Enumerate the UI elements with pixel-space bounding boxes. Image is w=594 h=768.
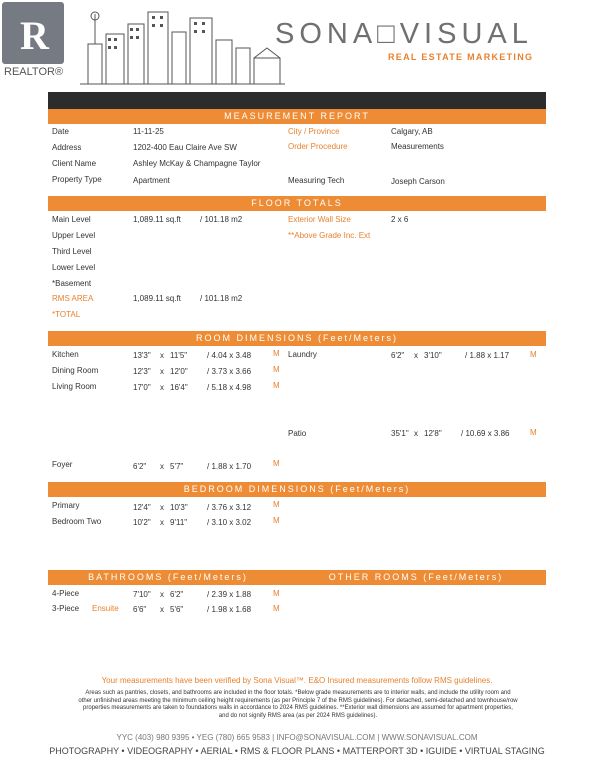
room-unit: M — [273, 381, 280, 390]
room-unit: M — [273, 365, 280, 374]
main-level-label: Main Level — [52, 215, 91, 224]
exterior-wall-value: 2 x 6 — [391, 215, 409, 224]
bathroom-metric: / 1.98 x 1.68 — [207, 605, 252, 614]
bathroom-width: 7'10" — [133, 590, 151, 599]
bedroom-metric: / 3.10 x 3.02 — [207, 518, 252, 527]
room-metric: / 5.18 x 4.98 — [207, 383, 252, 392]
room-width: 6'2" — [133, 462, 147, 471]
city-label: City / Province — [288, 127, 340, 136]
room-name: Patio — [288, 429, 307, 438]
bedroom-width: 12'4" — [133, 503, 151, 512]
bedroom-length: 9'11" — [170, 518, 188, 527]
room-length: 5'7" — [170, 462, 184, 471]
room-unit: M — [273, 349, 280, 358]
property-type-value: Apartment — [133, 176, 170, 185]
room-width: 35'1" — [391, 429, 409, 438]
city-skyline-icon — [80, 4, 285, 88]
bathroom-length: 5'6" — [170, 605, 184, 614]
measurement-notes: Areas such as pantries, closets, and bathrooms are included in the floor totals. *Below grade measurements are to interior walls, and include the utility room and other unfinished areas meeting the minimum ceiling height requirements (as per Principle 7 of the RMS guidelines). For detached, semi-detached and townhouse/row properties measurements are taken to foundations walls in accordance to 2024 RMS guidelines. **Exterior wall dimensions are assumed for apartment properties, and do not signify RMS area (as per 2024 RMS guidelines). — [78, 690, 518, 719]
room-length: 12'8" — [424, 429, 442, 438]
services-line: PHOTOGRAPHY • VIDEOGRAPHY • AERIAL • RMS & FLOOR PLANS • MATTERPORT 3D • IGUIDE • VIRTUAL STAGING — [49, 746, 545, 756]
bathroom-unit: M — [273, 604, 280, 613]
realtor-label: REALTOR® — [4, 66, 64, 78]
main-level-sqft: 1,089.11 sq.ft — [133, 215, 181, 224]
bathroom-name: 3-Piece — [52, 604, 80, 613]
room-x: x — [414, 429, 418, 438]
room-length: 12'0" — [170, 367, 188, 376]
bathroom-x: x — [160, 605, 164, 614]
order-procedure-label: Order Procedure — [288, 142, 348, 151]
room-name: Living Room — [52, 382, 97, 391]
measuring-tech-label: Measuring Tech — [288, 176, 345, 185]
rms-area-m2: / 101.18 m2 — [200, 294, 243, 303]
bedroom-unit: M — [273, 516, 280, 525]
third-level-label: Third Level — [52, 247, 92, 256]
room-dimensions-header: ROOM DIMENSIONS (Feet/Meters) — [48, 331, 546, 346]
bedroom-name: Bedroom Two — [52, 517, 102, 526]
realtor-logo — [2, 2, 64, 64]
room-length: 11'5" — [170, 351, 188, 360]
bedroom-name: Primary — [52, 501, 80, 510]
room-metric: / 3.73 x 3.66 — [207, 367, 252, 376]
bedroom-x: x — [160, 503, 164, 512]
measurement-report-header: MEASUREMENT REPORT — [48, 109, 546, 124]
contact-line: YYC (403) 980 9395 • YEG (780) 665 9583 | INFO@SONAVISUAL.COM | WWW.SONAVISUAL.COM — [116, 733, 478, 742]
rms-area-label: RMS AREA — [52, 294, 94, 303]
other-rooms-header: OTHER ROOMS (Feet/Meters) — [328, 572, 504, 582]
measuring-tech-value: Joseph Carson — [391, 177, 445, 186]
date-label: Date — [52, 127, 69, 136]
room-x: x — [160, 367, 164, 376]
room-width: 6'2" — [391, 351, 405, 360]
order-procedure-value: Measurements — [391, 142, 444, 151]
client-label: Client Name — [52, 159, 97, 168]
brand-name: SONA□VISUAL — [275, 18, 533, 50]
main-level-m2: / 101.18 m2 — [200, 215, 243, 224]
verified-note: Your measurements have been verified by Sona Visual™. E&O Insured measurements follow RMS guidelines. — [101, 676, 493, 685]
room-metric: / 1.88 x 1.17 — [465, 351, 510, 360]
room-width: 12'3" — [133, 367, 151, 376]
realtor-letter: R — [20, 13, 49, 58]
date-value: 11-11-25 — [133, 127, 164, 136]
bedroom-x: x — [160, 518, 164, 527]
room-x: x — [160, 383, 164, 392]
room-width: 17'0" — [133, 383, 151, 392]
bathroom-unit: M — [273, 589, 280, 598]
room-name: Foyer — [52, 460, 73, 469]
bathroom-length: 6'2" — [170, 590, 184, 599]
floor-totals-header: FLOOR TOTALS — [48, 196, 546, 211]
room-x: x — [414, 351, 418, 360]
bedroom-dimensions-header: BEDROOM DIMENSIONS (Feet/Meters) — [48, 482, 546, 497]
room-length: 16'4" — [170, 383, 188, 392]
city-value: Calgary, AB — [391, 127, 433, 136]
room-name: Dining Room — [52, 366, 99, 375]
room-name: Kitchen — [52, 350, 79, 359]
bedroom-metric: / 3.76 x 3.12 — [207, 503, 252, 512]
room-metric: / 10.69 x 3.86 — [461, 429, 510, 438]
room-unit: M — [530, 350, 537, 359]
bedroom-length: 10'3" — [170, 503, 188, 512]
bathroom-name: 4-Piece — [52, 589, 80, 598]
room-length: 3'10" — [424, 351, 442, 360]
room-unit: M — [530, 428, 537, 437]
room-metric: / 4.04 x 3.48 — [207, 351, 252, 360]
bedroom-width: 10'2" — [133, 518, 151, 527]
header-divider — [48, 92, 546, 109]
exterior-wall-label: Exterior Wall Size — [288, 215, 351, 224]
room-name: Laundry — [288, 350, 317, 359]
bedroom-unit: M — [273, 500, 280, 509]
room-width: 13'3" — [133, 351, 151, 360]
room-x: x — [160, 462, 164, 471]
client-value: Ashley McKay & Champagne Taylor — [133, 159, 261, 168]
bathroom-x: x — [160, 590, 164, 599]
bathrooms-header: BATHROOMS (Feet/Meters) — [88, 572, 248, 582]
above-grade-label: **Above Grade Inc. Ext — [288, 231, 371, 240]
upper-level-label: Upper Level — [52, 231, 96, 240]
bathroom-metric: / 2.39 x 1.88 — [207, 590, 252, 599]
rms-area-sqft: 1,089.11 sq.ft — [133, 294, 181, 303]
room-unit: M — [273, 459, 280, 468]
room-metric: / 1.88 x 1.70 — [207, 462, 252, 471]
bathroom-tag: Ensuite — [92, 604, 119, 613]
lower-level-label: Lower Level — [52, 263, 96, 272]
address-value: 1202-400 Eau Claire Ave SW — [133, 143, 237, 152]
address-label: Address — [52, 143, 82, 152]
bathroom-width: 6'6" — [133, 605, 147, 614]
room-x: x — [160, 351, 164, 360]
brand-tagline: REAL ESTATE MARKETING — [388, 52, 534, 62]
basement-label: *Basement — [52, 279, 92, 288]
property-type-label: Property Type — [52, 175, 102, 184]
total-label: *TOTAL — [52, 310, 81, 319]
